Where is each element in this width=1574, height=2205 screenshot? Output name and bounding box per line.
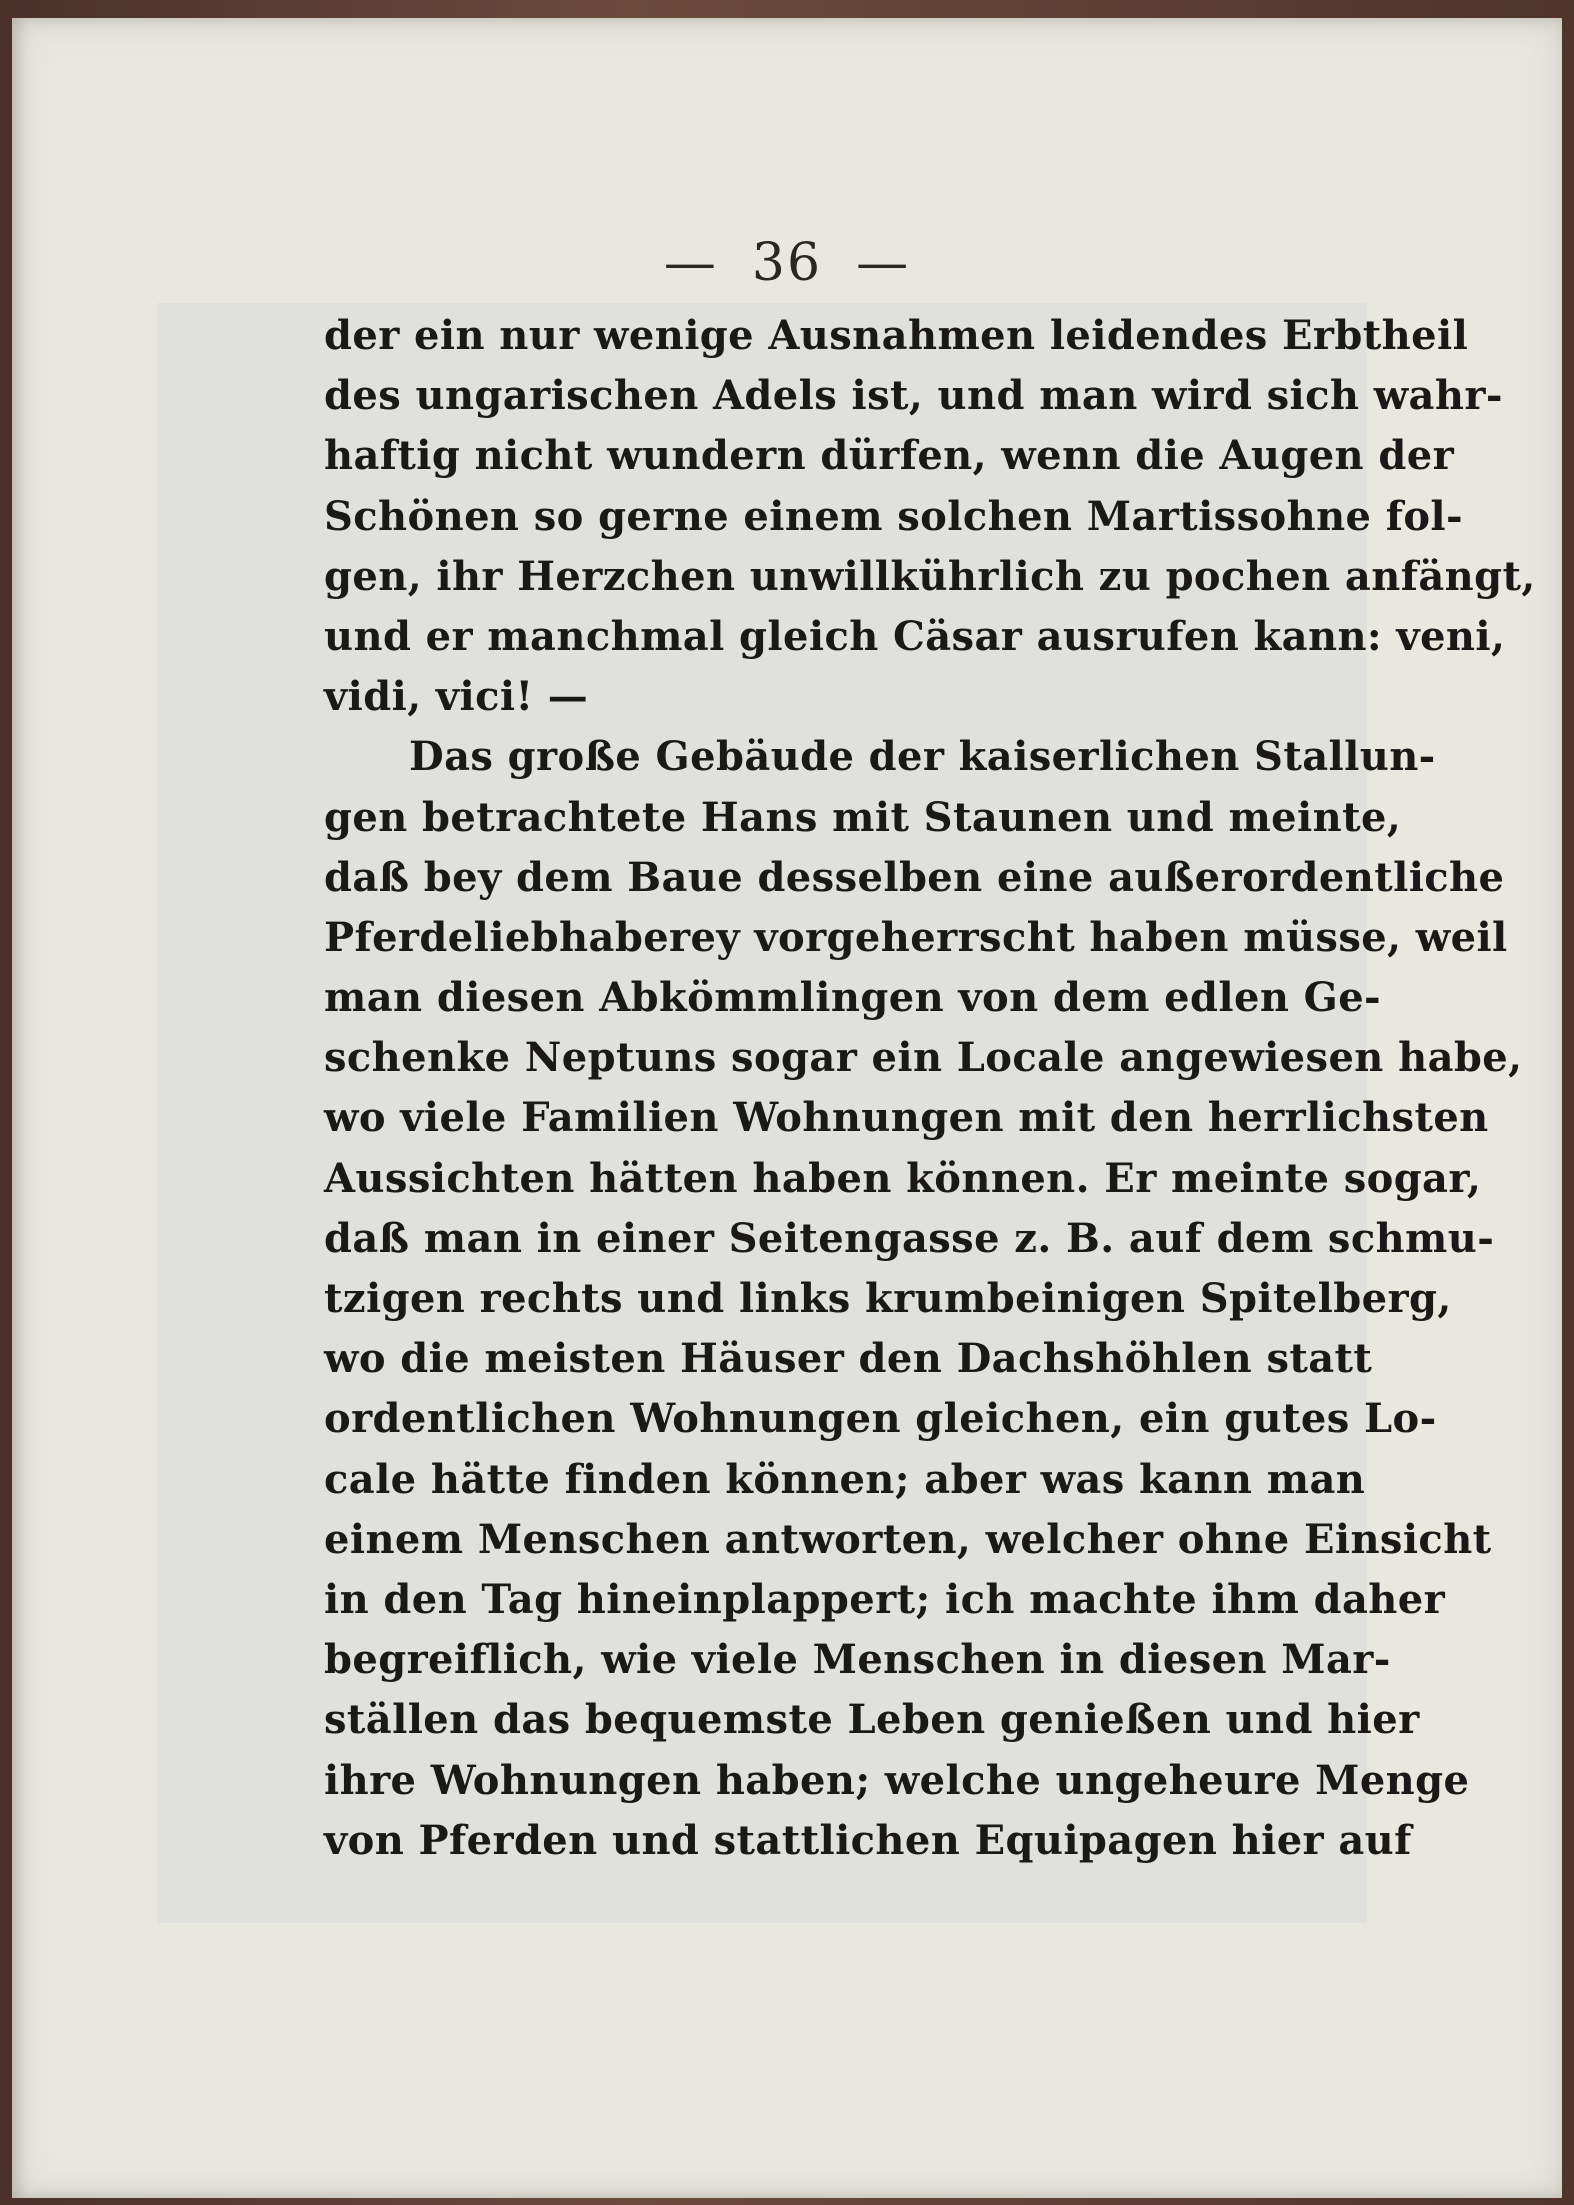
text-line: der ein nur wenige Ausnahmen leidendes Erbtheil <box>324 312 1469 359</box>
text-line: in den Tag hineinplappert; ich machte ihm daher <box>324 1575 1446 1623</box>
text-line: von Pferden und stattlichen Equipagen hier auf <box>324 1816 1412 1864</box>
text-line: tzigen rechts und links krumbeinigen Spitelberg, <box>324 1275 1452 1322</box>
text-line: ordentlichen Wohnungen gleichen, ein gutes Lo- <box>324 1395 1437 1443</box>
page-number: 36 <box>751 233 823 293</box>
text-line: begreiflich, wie viele Menschen in diesen Mar- <box>324 1636 1391 1684</box>
body-text <box>324 306 1536 1871</box>
text-line: daß bey dem Baue desselben eine außerordentliche <box>324 853 1505 901</box>
text-line: Das große Gebäude der kaiserlichen Stallun- <box>409 733 1436 781</box>
text-line: haftig nicht wundern dürfen, wenn die Augen der <box>324 432 1455 480</box>
text-line: gen, ihr Herzchen unwillkührlich zu pochen anfängt, <box>324 552 1536 600</box>
page-header <box>12 233 1562 293</box>
text-line: daß man in einer Seitengasse z. B. auf dem schmu- <box>324 1214 1495 1262</box>
text-line: wo die meisten Häuser den Dachshöhlen statt <box>324 1335 1373 1383</box>
text-line: cale hätte finden können; aber was kann man <box>324 1455 1366 1503</box>
book-page <box>12 18 1562 2198</box>
text-line: und er manchmal gleich Cäsar ausrufen kann: veni, <box>324 612 1506 660</box>
text-line: vidi, vici! — <box>324 673 589 721</box>
text-line: Schönen so gerne einem solchen Martissohne fol- <box>324 492 1464 540</box>
page-number-dash-right: — <box>856 233 911 293</box>
text-line: ihre Wohnungen haben; welche ungeheure Menge <box>324 1756 1470 1804</box>
text-line: Aussichten hätten haben können. Er meinte sogar, <box>324 1154 1482 1202</box>
page-number-dash-left: — <box>663 233 718 293</box>
text-line: man diesen Abkömmlingen von dem edlen Ge- <box>324 974 1382 1022</box>
text-line: Pferdeliebhaberey vorgeherrscht haben müsse, weil <box>324 913 1508 961</box>
text-line: des ungarischen Adels ist, und man wird sich wahr- <box>324 372 1503 420</box>
text-line: wo viele Familien Wohnungen mit den herrlichsten <box>324 1094 1489 1142</box>
text-line: einem Menschen antworten, welcher ohne Einsicht <box>324 1515 1492 1563</box>
text-line: schenke Neptuns sogar ein Locale angewiesen habe, <box>324 1034 1523 1082</box>
text-line: ställen das bequemste Leben genießen und hier <box>324 1696 1420 1744</box>
text-line: gen betrachtete Hans mit Staunen und meinte, <box>324 793 1402 841</box>
